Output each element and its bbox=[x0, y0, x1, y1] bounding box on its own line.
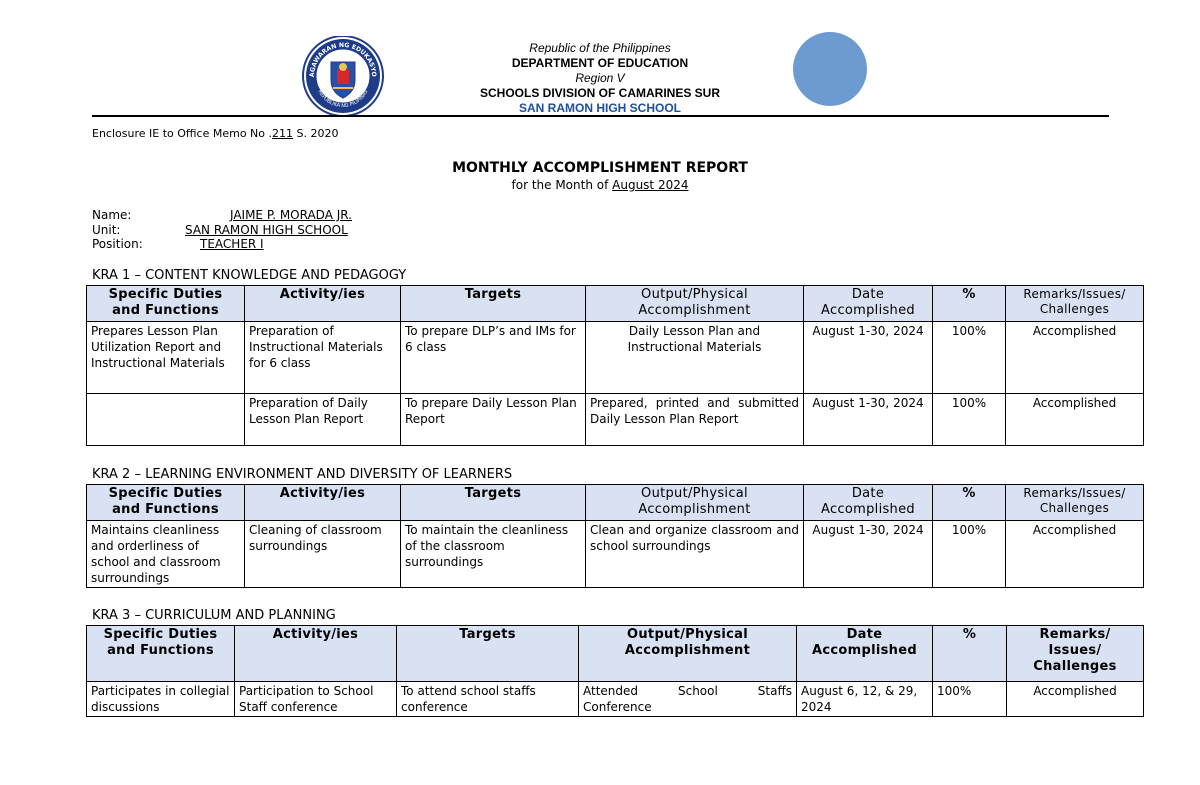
table-row bbox=[87, 322, 1144, 394]
percent-cell: 100% bbox=[933, 394, 1006, 446]
col-duties: Specific Duties and Functions bbox=[87, 626, 235, 682]
kra3-title: KRA 3 – CURRICULUM AND PLANNING bbox=[92, 608, 336, 623]
date-cell: August 6, 12, & 29, 2024 bbox=[797, 682, 933, 717]
activity-cell: Cleaning of classroom surroundings bbox=[245, 521, 401, 588]
target-cell: To attend school staffs conference bbox=[397, 682, 579, 717]
kra2-title: KRA 2 – LEARNING ENVIRONMENT AND DIVERSITY OF LEARNERS bbox=[92, 467, 513, 482]
deped-seal bbox=[300, 36, 386, 122]
division-line: SCHOOLS DIVISION OF CAMARINES SUR bbox=[479, 86, 721, 100]
republic-line: Republic of the Philippines bbox=[529, 41, 671, 55]
svg-text:REPUBLIKA NG PILIPINAS: REPUBLIKA NG PILIPINAS bbox=[316, 89, 370, 110]
col-output: Output/Physical Accomplishment bbox=[586, 485, 804, 521]
remarks-cell: Accomplished bbox=[1006, 394, 1144, 446]
svg-text:KAGAWARAN NG EDUKASYON: AGAWARAN NG EDUKASYO bbox=[308, 41, 378, 78]
col-date: Date Accomplished bbox=[797, 626, 933, 682]
output-cell: Daily Lesson Plan and Instructional Materials bbox=[586, 322, 804, 394]
percent-cell: 100% bbox=[933, 521, 1006, 588]
target-cell: To maintain the cleanliness of the classroom surroundings bbox=[401, 521, 586, 588]
date-cell: August 1-30, 2024 bbox=[804, 394, 933, 446]
col-targets: Targets bbox=[401, 485, 586, 521]
kra1-table bbox=[86, 285, 1144, 446]
col-duties: Specific Duties and Functions bbox=[87, 485, 245, 521]
region-line: Region V bbox=[575, 71, 625, 85]
col-duties: Specific Duties and Functions bbox=[87, 286, 245, 322]
col-percent: % bbox=[933, 485, 1006, 521]
kra1-header-row bbox=[87, 286, 1144, 322]
kra3-table bbox=[86, 625, 1144, 717]
remarks-cell: Accomplished bbox=[1007, 682, 1144, 717]
position-value: TEACHER I bbox=[200, 237, 264, 251]
col-percent: % bbox=[933, 626, 1007, 682]
header-divider bbox=[92, 115, 1109, 117]
col-percent: % bbox=[933, 286, 1006, 322]
activity-cell: Preparation of Instructional Materials for 6 class bbox=[245, 322, 401, 394]
table-row bbox=[87, 394, 1144, 446]
col-remarks: Remarks/ Issues/ Challenges bbox=[1007, 626, 1144, 682]
kra1-title: KRA 1 – CONTENT KNOWLEDGE AND PEDAGOGY bbox=[92, 268, 407, 283]
remarks-cell: Accomplished bbox=[1006, 322, 1144, 394]
col-output: Output/Physical Accomplishment bbox=[579, 626, 797, 682]
kra2-table bbox=[86, 484, 1144, 588]
unit-label: Unit: bbox=[92, 223, 121, 237]
position-label: Position: bbox=[92, 237, 143, 251]
percent-cell: 100% bbox=[933, 322, 1006, 394]
output-cell: Clean and organize classroom and school surroundings bbox=[586, 521, 804, 588]
output-cell: Prepared, printed and submitted Daily Lesson Plan Report bbox=[586, 394, 804, 446]
name-value: JAIME P. MORADA JR. bbox=[230, 208, 352, 222]
name-label: Name: bbox=[92, 208, 132, 222]
target-cell: To prepare Daily Lesson Plan Report bbox=[401, 394, 586, 446]
blue-circle-placeholder bbox=[793, 32, 867, 106]
report-title: MONTHLY ACCOMPLISHMENT REPORT bbox=[452, 160, 748, 176]
kra3-header-row bbox=[87, 626, 1144, 682]
kra2-header-row bbox=[87, 485, 1144, 521]
duty-cell: Participates in collegial discussions bbox=[87, 682, 235, 717]
duty-cell: Maintains cleanliness and orderliness of school and classroom surroundings bbox=[87, 521, 245, 588]
col-remarks: Remarks/Issues/ Challenges bbox=[1006, 485, 1144, 521]
memo-reference: Enclosure IE to Office Memo No .211 S. 2020 bbox=[92, 127, 339, 140]
table-row bbox=[87, 521, 1144, 588]
target-cell: To prepare DLP’s and IMs for 6 class bbox=[401, 322, 586, 394]
date-cell: August 1-30, 2024 bbox=[804, 322, 933, 394]
col-output: Output/Physical Accomplishment bbox=[586, 286, 804, 322]
activity-cell: Preparation of Daily Lesson Plan Report bbox=[245, 394, 401, 446]
table-row bbox=[87, 682, 1144, 717]
duty-cell bbox=[87, 394, 245, 446]
col-activity: Activity/ies bbox=[235, 626, 397, 682]
report-subtitle: for the Month of August 2024 bbox=[511, 178, 689, 192]
col-remarks: Remarks/Issues/ Challenges bbox=[1006, 286, 1144, 322]
activity-cell: Participation to School Staff conference bbox=[235, 682, 397, 717]
remarks-cell: Accomplished bbox=[1006, 521, 1144, 588]
output-cell: Attended School Staffs Conference bbox=[579, 682, 797, 717]
col-targets: Targets bbox=[397, 626, 579, 682]
percent-cell: 100% bbox=[933, 682, 1007, 717]
col-activity: Activity/ies bbox=[245, 485, 401, 521]
col-date: Date Accomplished bbox=[804, 286, 933, 322]
col-date: Date Accomplished bbox=[804, 485, 933, 521]
unit-value: SAN RAMON HIGH SCHOOL bbox=[185, 223, 348, 237]
school-line: SAN RAMON HIGH SCHOOL bbox=[519, 101, 681, 115]
department-line: DEPARTMENT OF EDUCATION bbox=[511, 56, 689, 70]
date-cell: August 1-30, 2024 bbox=[804, 521, 933, 588]
duty-cell: Prepares Lesson Plan Utilization Report and Instructional Materials bbox=[87, 322, 245, 394]
col-activity: Activity/ies bbox=[245, 286, 401, 322]
col-targets: Targets bbox=[401, 286, 586, 322]
